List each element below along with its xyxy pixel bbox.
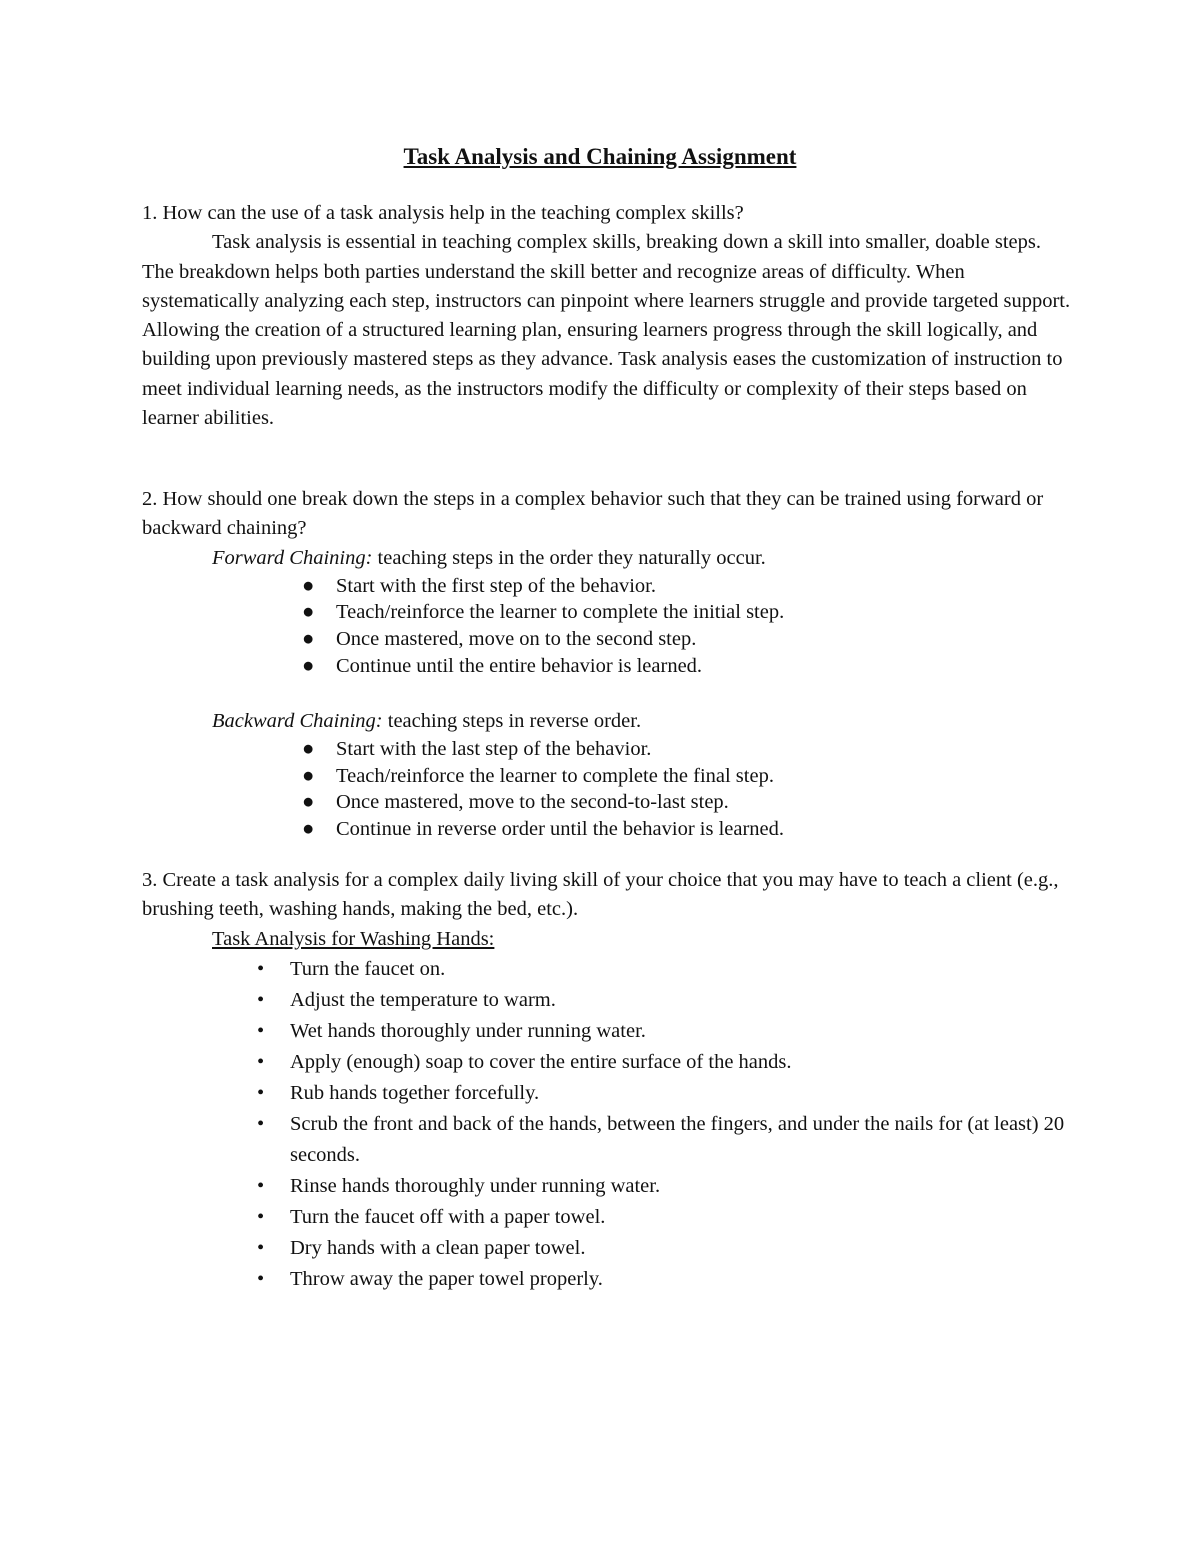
bullet-icon: • (257, 1205, 265, 1228)
list-item (142, 573, 1072, 600)
bullet-icon: • (257, 1050, 265, 1073)
forward-chaining-label: Forward Chaining: (212, 546, 373, 569)
list-item-text: Rub hands together forcefully. (290, 1081, 540, 1104)
bullet-icon: ● (302, 654, 315, 677)
list-item (142, 763, 1072, 790)
question-1-text: 1. How can the use of a task analysis help in the teaching complex skills? (142, 202, 744, 224)
list-item-text: Once mastered, move on to the second step. (336, 628, 697, 651)
list-item (142, 1264, 1072, 1295)
list-item-text: Scrub the front and back of the hands, between the fingers, and under the nails for (at least) 20 seconds. (290, 1112, 1065, 1166)
list-item (142, 789, 1072, 816)
list-item (142, 1078, 1072, 1109)
list-item-text: Teach/reinforce the learner to complete the final step. (336, 764, 774, 787)
list-item (142, 736, 1072, 763)
list-item-text: Teach/reinforce the learner to complete the initial step. (336, 601, 785, 624)
bullet-icon: ● (302, 764, 315, 787)
question-3-text: 3. Create a task analysis for a complex daily living skill of your choice that you may have to teach a client (e.g., brushing teeth, washing hands, making the bed, etc.). (142, 869, 1059, 921)
backward-chaining-desc: teaching steps in reverse order. (382, 709, 642, 732)
list-item (142, 1171, 1072, 1202)
forward-chaining-desc: teaching steps in the order they naturally occur. (372, 546, 766, 569)
list-item-text: Start with the last step of the behavior. (336, 737, 652, 760)
bullet-icon: • (257, 957, 265, 980)
list-item-text: Apply (enough) soap to cover the entire surface of the hands. (290, 1050, 792, 1073)
question-3-section (142, 866, 1072, 1295)
list-item-text: Turn the faucet on. (290, 957, 446, 980)
bullet-icon: • (257, 1267, 265, 1290)
question-1-section (142, 199, 1072, 433)
list-item (142, 1233, 1072, 1264)
list-item-text: Continue until the entire behavior is learned. (336, 654, 703, 677)
list-item (142, 985, 1072, 1016)
list-item-text: Turn the faucet off with a paper towel. (290, 1205, 606, 1228)
bullet-icon: • (257, 1174, 265, 1197)
bullet-icon: ● (302, 601, 315, 624)
question-2-text: 2. How should one break down the steps in a complex behavior such that they can be trained using forward or backward chaining? (142, 488, 1044, 540)
list-item-text: Continue in reverse order until the behavior is learned. (336, 818, 785, 841)
bullet-icon: ● (302, 574, 315, 597)
list-item (142, 1016, 1072, 1047)
list-item (142, 626, 1072, 653)
list-item-text: Once mastered, move to the second-to-last step. (336, 791, 729, 814)
bullet-icon: ● (302, 628, 315, 651)
backward-chaining-list (142, 736, 1072, 843)
forward-chaining-list (142, 573, 1072, 680)
list-item-text: Dry hands with a clean paper towel. (290, 1236, 586, 1259)
forward-chaining-heading (212, 544, 1072, 573)
bullet-icon: ● (302, 791, 315, 814)
washing-hands-steps (142, 954, 1072, 1295)
bullet-icon: • (257, 1019, 265, 1042)
list-item (142, 599, 1072, 626)
question-1-answer: Task analysis is essential in teaching complex skills, breaking down a skill into smaller, doable steps. The breakdown helps both parties understand the skill better and recognize areas of difficulty. When systematically analyzing each step, instructors can pinpoint where learners struggle and provide targeted support. Allowing the creation of a structured learning plan, ensuring learners progress through the skill logically, and building upon previously mastered steps as they advance. Task analysis eases the customization of instruction to meet individual learning needs, as the instructors modify the difficulty or complexity of their steps based on learner abilities. (142, 231, 1071, 430)
list-item (142, 653, 1072, 680)
list-item-text: Rinse hands thoroughly under running water. (290, 1174, 661, 1197)
bullet-icon: • (257, 988, 265, 1011)
list-item-text: Adjust the temperature to warm. (290, 988, 556, 1011)
list-item (142, 1109, 1072, 1171)
list-item-text: Start with the first step of the behavior. (336, 574, 656, 597)
bullet-icon: • (257, 1236, 265, 1259)
bullet-icon: • (257, 1112, 265, 1135)
bullet-icon: ● (302, 737, 315, 760)
bullet-icon: • (257, 1081, 265, 1104)
list-item-text: Wet hands thoroughly under running water. (290, 1019, 646, 1042)
task-analysis-heading (212, 925, 1072, 954)
task-analysis-heading-text: Task Analysis for Washing Hands: (212, 927, 495, 950)
list-item (142, 954, 1072, 985)
page-title: Task Analysis and Chaining Assignment (403, 144, 797, 169)
list-item (142, 1047, 1072, 1078)
backward-chaining-heading (212, 707, 1072, 736)
list-item-text: Throw away the paper towel properly. (290, 1267, 603, 1290)
bullet-icon: ● (302, 818, 315, 841)
question-2-section (142, 485, 1072, 843)
list-item (142, 1202, 1072, 1233)
list-item (142, 816, 1072, 843)
backward-chaining-label: Backward Chaining: (212, 709, 383, 732)
